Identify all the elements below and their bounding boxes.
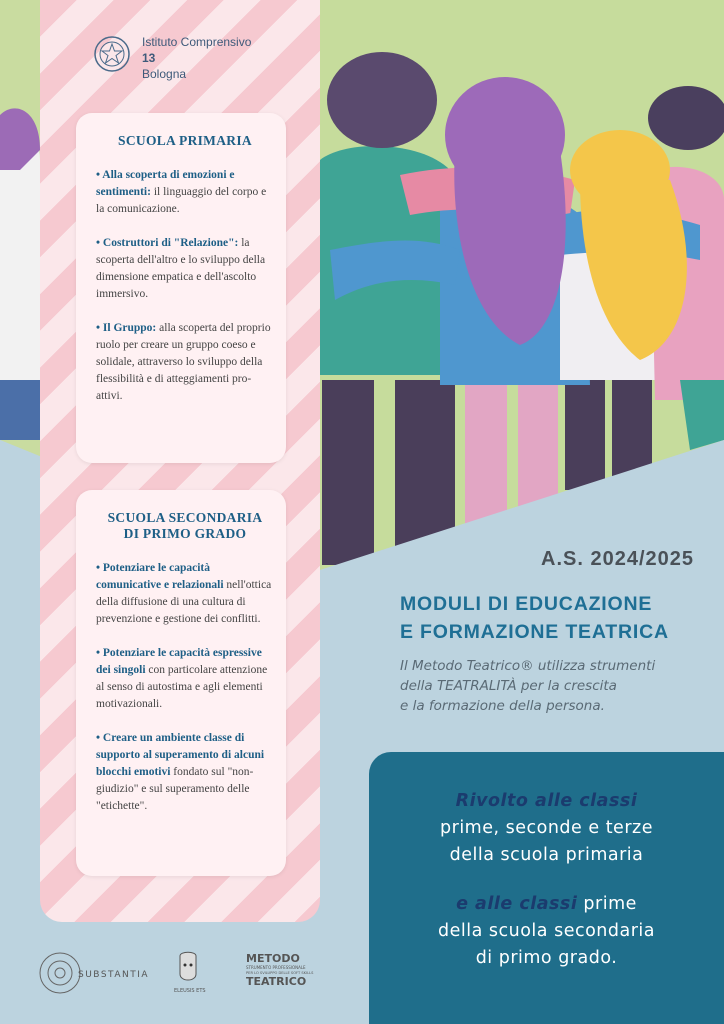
metodo-mid2-text: PER LO SVILUPPO DELLE SOFT SKILLS xyxy=(246,971,314,975)
school-name-line2: 13 xyxy=(142,51,156,65)
primaria-card xyxy=(76,113,286,463)
main-title-line1: MODULI DI EDUCAZIONE xyxy=(400,593,653,615)
substantia-text: SUBSTANTIA xyxy=(78,970,150,980)
secondaria-item xyxy=(96,730,274,815)
target-line2: della scuola primaria xyxy=(449,845,644,865)
primaria-item-text: il linguaggio del corpo e la comunicazione. xyxy=(96,186,267,215)
metodo-bottom-text: TEATRICO xyxy=(246,975,307,988)
subtitle xyxy=(400,656,710,716)
primaria-title: SCUOLA PRIMARIA xyxy=(118,133,252,148)
secondaria-item-heading: • Potenziare le capacità espressive dei singoli xyxy=(96,647,262,676)
secondaria-item xyxy=(96,560,274,628)
secondaria-item-text: nell'ottica della diffusione di una cultura di prevenzione e gestione dei conflitti. xyxy=(96,579,272,625)
school-year: A.S. 2024/2025 xyxy=(541,548,694,570)
secondaria-title: SCUOLA SECONDARIA DI PRIMO GRADO xyxy=(107,510,263,541)
eleusis-text: ELEUSIS ETS xyxy=(174,988,206,994)
secondaria-card xyxy=(76,490,286,876)
substantia-logo xyxy=(40,953,149,993)
primaria-item xyxy=(96,235,274,303)
subtitle-line2: della TEATRALITÀ per la crescita xyxy=(400,678,617,694)
primaria-item-heading: • Alla scoperta di emozioni e sentimenti: xyxy=(96,169,235,198)
primaria-item-heading: • Costruttori di "Relazione": xyxy=(96,237,239,249)
secondaria-item-text: con particolare attenzione al senso di autostima e agli elementi motivazionali. xyxy=(96,664,268,710)
secondaria-item-heading: • Potenziare le capacità comunicative e relazionali xyxy=(96,562,224,591)
target-em1: Rivolto alle classi xyxy=(455,791,638,811)
secondaria-item-text: fondato sul "non-giudizio" e sul superamento delle "etichette". xyxy=(96,766,254,812)
main-title-line2: E FORMAZIONE TEATRICA xyxy=(400,621,669,643)
primaria-item-heading: • Il Gruppo: xyxy=(96,322,157,334)
metodo-teatrico-logo xyxy=(246,952,314,988)
primaria-item xyxy=(96,320,274,405)
target-line3-rest: prime xyxy=(577,894,637,914)
target-em2: e alle classi xyxy=(456,894,578,914)
footer-logos xyxy=(38,948,328,998)
subtitle-line3: e la formazione della persona. xyxy=(400,698,605,714)
primaria-item-text: la scoperta dell'altro e lo sviluppo della dimensione empatica e dell'ascolto immersivo. xyxy=(96,237,266,300)
target-audience-box xyxy=(369,752,724,1024)
school-name-line3: Bologna xyxy=(142,67,187,81)
secondaria-item xyxy=(96,645,274,713)
target-line3 xyxy=(369,891,724,918)
primaria-item-text: alla scoperta del proprio ruolo per creare un gruppo coeso e solidale, attraverso lo sviluppo della flessibilità e di atteggiamenti pro-attivi. xyxy=(96,322,271,402)
metodo-top-text: METODO xyxy=(246,952,300,965)
school-name-line1: Istituto Comprensivo xyxy=(142,35,252,49)
school-name xyxy=(142,34,251,82)
italian-republic-emblem-icon xyxy=(92,34,132,74)
metodo-mid1-text: STRUMENTO PROFESSIONALE xyxy=(246,965,306,970)
primaria-item xyxy=(96,167,274,218)
subtitle-line1: Il Metodo Teatrico® utilizza strumenti xyxy=(400,658,656,674)
target-line5: di primo grado. xyxy=(475,948,618,968)
main-title xyxy=(400,590,710,646)
target-line4: della scuola secondaria xyxy=(438,921,655,941)
school-header xyxy=(92,34,251,82)
target-line1: prime, seconde e terze xyxy=(440,818,653,838)
secondaria-item-heading: • Creare un ambiente classe di supporto al superamento di alcuni blocchi emotivi xyxy=(96,732,265,778)
eleusis-logo xyxy=(174,952,206,994)
